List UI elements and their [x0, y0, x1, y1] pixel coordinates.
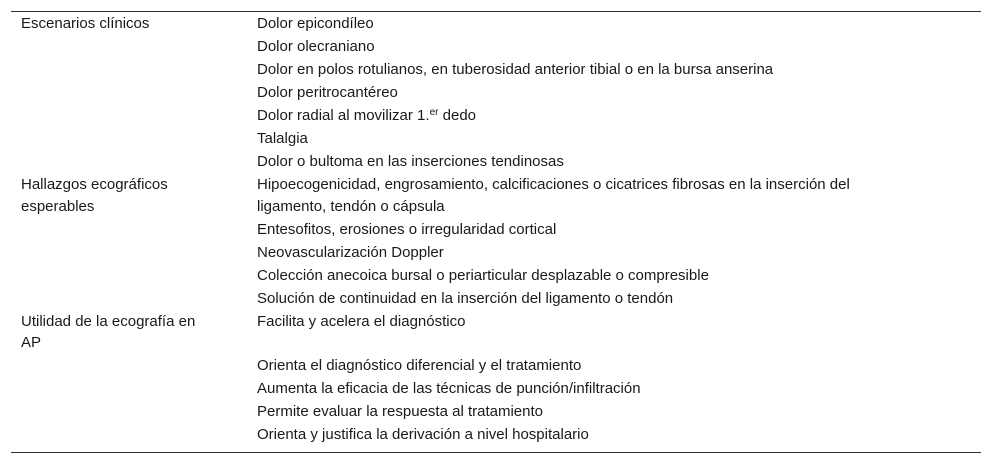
table-row-item: Hipoecogenicidad, engrosamiento, calcificaciones o cicatrices fibrosas en la inserción del [257, 176, 850, 193]
table-row-item: ligamento, tendón o cápsula [257, 198, 445, 215]
section-label-escenarios: Escenarios clínicos [21, 15, 150, 32]
table-row-item: Dolor olecraniano [257, 38, 375, 55]
table-row-item: Permite evaluar la respuesta al tratamiento [257, 403, 543, 420]
superscript: er [429, 107, 439, 118]
table-row-item: Dolor epicondíleo [257, 15, 374, 32]
table-row-item: Orienta y justifica la derivación a nivel hospitalario [257, 426, 589, 443]
table-row-item: Dolor radial al movilizar 1.$^{er}$ dedo [257, 107, 477, 124]
table-row-item: Dolor en polos rotulianos, en tuberosidad anterior tibial o en la bursa anserina [257, 61, 774, 78]
table-row-item: Dolor o bultoma en las inserciones tendinosas [257, 153, 564, 170]
section-label-hallazgos: Hallazgos ecográficos [21, 176, 168, 193]
section-label-hallazgos-cont: esperables [21, 198, 95, 215]
table-row-item: Aumenta la eficacia de las técnicas de punción/infiltración [257, 380, 641, 397]
table-row-item: Talalgia [257, 130, 308, 147]
findings-table [11, 11, 981, 453]
table-row-item: Entesofitos, erosiones o irregularidad cortical [257, 221, 557, 238]
table-row-item: Solución de continuidad en la inserción del ligamento o tendón [257, 290, 674, 307]
table-row-item: Facilita y acelera el diagnóstico [257, 313, 466, 330]
section-label-utilidad-cont: AP [21, 334, 42, 351]
table-row-item: Colección anecoica bursal o periarticular desplazable o compresible [257, 267, 709, 284]
table-row-item: Orienta el diagnóstico diferencial y el tratamiento [257, 357, 582, 374]
section-label-utilidad: Utilidad de la ecografía en [21, 313, 196, 330]
table-row-item: Neovascularización Doppler [257, 244, 444, 261]
table-row-item: Dolor peritrocantéreo [257, 84, 398, 101]
